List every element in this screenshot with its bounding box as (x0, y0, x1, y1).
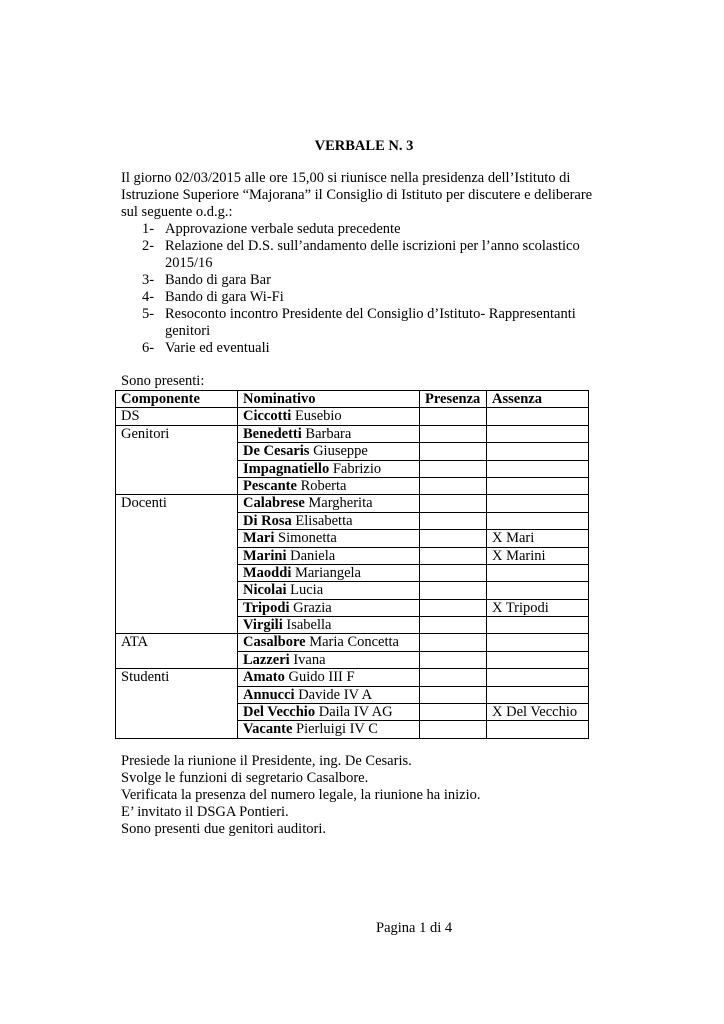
member-surname: Mari (243, 530, 275, 547)
agenda-list (121, 221, 601, 357)
cell-componente: DS (116, 408, 238, 425)
member-name: Isabella (286, 617, 332, 634)
intro-line: Istruzione Superiore “Majorana” il Consiglio di Istituto per discutere e deliberare (121, 187, 593, 203)
cell-assenza (487, 634, 589, 651)
table-row (116, 564, 589, 581)
member-surname: Lazzeri (243, 651, 290, 668)
cell-nominativo (238, 686, 420, 703)
closing-paragraph (121, 753, 481, 838)
cell-assenza: X Mari (487, 530, 589, 547)
table-row (116, 634, 589, 651)
table-row (116, 512, 589, 529)
header-assenza: Assenza (487, 391, 589, 408)
member-surname: Annucci (243, 686, 295, 703)
member-name: Grazia (293, 599, 332, 616)
cell-componente (116, 547, 238, 564)
member-surname: Maoddi (243, 564, 292, 581)
cell-presenza (420, 460, 487, 477)
member-surname: Del Vecchio (243, 704, 316, 721)
cell-componente (116, 443, 238, 460)
header-presenza: Presenza (420, 391, 487, 408)
cell-nominativo (238, 443, 420, 460)
cell-nominativo (238, 530, 420, 547)
cell-nominativo (238, 651, 420, 668)
member-name: Lucia (290, 582, 324, 599)
member-name: Guido III F (288, 669, 355, 686)
member-surname: Ciccotti (243, 408, 292, 425)
cell-assenza (487, 564, 589, 581)
cell-assenza (487, 460, 589, 477)
member-surname: Calabrese (243, 495, 305, 512)
member-name: Simonetta (278, 530, 337, 547)
cell-presenza (420, 564, 487, 581)
cell-nominativo (238, 495, 420, 512)
member-name: Daila IV AG (318, 704, 393, 721)
cell-presenza (420, 547, 487, 564)
member-name: Pierluigi IV C (296, 721, 378, 738)
agenda-item-text: Approvazione verbale seduta precedente (165, 221, 401, 237)
agenda-item-text: Relazione del D.S. sull’andamento delle iscrizioni per l’anno scolastico (165, 238, 580, 254)
agenda-item-number: 1- (142, 221, 155, 237)
member-name: Daniela (290, 547, 336, 564)
table-row (116, 477, 589, 494)
table-row (116, 599, 589, 616)
page-footer: Pagina 1 di 4 (376, 920, 453, 936)
member-surname: Marini (243, 547, 287, 564)
cell-assenza (487, 721, 589, 738)
cell-componente (116, 704, 238, 721)
agenda-item-number: 3- (142, 272, 155, 288)
cell-nominativo (238, 564, 420, 581)
document-title (0, 138, 724, 155)
table-row (116, 460, 589, 477)
member-surname: Virgili (243, 617, 283, 634)
presenti-label: Sono presenti: (121, 373, 205, 389)
title-text: VERBALE N. 3 (314, 138, 414, 154)
agenda-item-number: 4- (142, 289, 155, 305)
table-row (116, 704, 589, 721)
cell-presenza (420, 669, 487, 686)
cell-presenza (420, 530, 487, 547)
agenda-item-number: 2- (142, 238, 155, 254)
table-row (116, 495, 589, 512)
member-surname: Amato (243, 669, 285, 686)
agenda-item (121, 221, 601, 238)
cell-nominativo (238, 512, 420, 529)
cell-componente (116, 460, 238, 477)
cell-assenza: X Del Vecchio (487, 704, 589, 721)
cell-assenza (487, 408, 589, 425)
cell-nominativo (238, 547, 420, 564)
cell-assenza (487, 686, 589, 703)
cell-nominativo (238, 425, 420, 442)
cell-nominativo (238, 477, 420, 494)
table-row (116, 686, 589, 703)
cell-componente (116, 599, 238, 616)
member-surname: Di Rosa (243, 512, 292, 529)
cell-presenza (420, 686, 487, 703)
attendance-table-body (116, 408, 589, 738)
header-componente: Componente (116, 391, 238, 408)
cell-assenza (487, 425, 589, 442)
agenda-item (121, 289, 601, 306)
cell-assenza: X Marini (487, 547, 589, 564)
cell-presenza (420, 477, 487, 494)
cell-componente: Genitori (116, 425, 238, 442)
cell-presenza (420, 495, 487, 512)
cell-nominativo (238, 704, 420, 721)
cell-assenza (487, 669, 589, 686)
closing-line: Presiede la riunione il Presidente, ing. De Cesaris. (121, 753, 412, 769)
cell-presenza (420, 512, 487, 529)
cell-assenza (487, 512, 589, 529)
cell-presenza (420, 721, 487, 738)
cell-nominativo (238, 599, 420, 616)
cell-nominativo (238, 617, 420, 634)
cell-presenza (420, 704, 487, 721)
cell-componente: ATA (116, 634, 238, 651)
table-row (116, 547, 589, 564)
member-name: Maria Concetta (309, 634, 399, 651)
table-row (116, 582, 589, 599)
agenda-item-text: Bando di gara Wi-Fi (165, 289, 284, 305)
member-surname: Tripodi (243, 599, 290, 616)
table-row (116, 651, 589, 668)
agenda-item-text: genitori (165, 323, 211, 339)
member-name: Roberta (300, 477, 347, 494)
cell-nominativo (238, 582, 420, 599)
table-row (116, 425, 589, 442)
cell-nominativo (238, 634, 420, 651)
attendance-table (115, 390, 589, 739)
agenda-item-text: Resoconto incontro Presidente del Consiglio d’Istituto- Rappresentanti (165, 306, 576, 322)
cell-componente (116, 651, 238, 668)
cell-componente (116, 564, 238, 581)
closing-line: Svolge le funzioni di segretario Casalbore. (121, 770, 369, 786)
member-surname: Nicolai (243, 582, 287, 599)
cell-nominativo (238, 408, 420, 425)
member-name: Mariangela (294, 564, 361, 581)
closing-line: Sono presenti due genitori auditori. (121, 821, 326, 837)
member-surname: Impagnatiello (243, 460, 330, 477)
cell-nominativo (238, 669, 420, 686)
cell-assenza (487, 617, 589, 634)
cell-presenza (420, 443, 487, 460)
table-row (116, 443, 589, 460)
member-name: Giuseppe (313, 443, 368, 460)
cell-componente (116, 686, 238, 703)
closing-line: Verificata la presenza del numero legale, la riunione ha inizio. (121, 787, 481, 803)
cell-presenza (420, 651, 487, 668)
intro-paragraph (121, 170, 601, 221)
cell-assenza (487, 443, 589, 460)
cell-componente (116, 721, 238, 738)
member-name: Elisabetta (295, 512, 353, 529)
cell-componente (116, 582, 238, 599)
member-surname: Pescante (243, 477, 297, 494)
member-surname: Vacante (243, 721, 293, 738)
table-row (116, 617, 589, 634)
agenda-item (121, 340, 601, 357)
cell-assenza (487, 582, 589, 599)
member-name: Davide IV A (298, 686, 373, 703)
agenda-item-number: 5- (142, 306, 155, 322)
cell-componente (116, 477, 238, 494)
table-row (116, 408, 589, 425)
table-row (116, 530, 589, 547)
table-row (116, 669, 589, 686)
cell-presenza (420, 408, 487, 425)
agenda-item (121, 306, 601, 340)
cell-assenza (487, 477, 589, 494)
cell-componente (116, 530, 238, 547)
member-name: Eusebio (294, 408, 342, 425)
closing-line: E’ invitato il DSGA Pontieri. (121, 804, 289, 820)
member-surname: Benedetti (243, 425, 302, 442)
agenda-item-text: Varie ed eventuali (165, 340, 270, 356)
cell-componente: Docenti (116, 495, 238, 512)
cell-assenza (487, 651, 589, 668)
cell-nominativo (238, 460, 420, 477)
agenda-item (121, 238, 601, 272)
member-name: Fabrizio (332, 460, 382, 477)
member-surname: De Cesaris (243, 443, 310, 460)
cell-componente (116, 617, 238, 634)
intro-line: sul seguente o.d.g.: (121, 204, 233, 220)
intro-line: Il giorno 02/03/2015 alle ore 15,00 si riunisce nella presidenza dell’Istituto di (121, 170, 571, 186)
cell-presenza (420, 634, 487, 651)
cell-assenza (487, 495, 589, 512)
cell-presenza (420, 599, 487, 616)
member-surname: Casalbore (243, 634, 306, 651)
table-row (116, 721, 589, 738)
cell-presenza (420, 617, 487, 634)
cell-componente: Studenti (116, 669, 238, 686)
member-name: Margherita (308, 495, 373, 512)
cell-nominativo (238, 721, 420, 738)
member-name: Ivana (293, 651, 326, 668)
table-header-row (116, 391, 589, 408)
agenda-item-text: 2015/16 (165, 255, 213, 271)
cell-componente (116, 512, 238, 529)
agenda-item-text: Bando di gara Bar (165, 272, 271, 288)
agenda-item (121, 272, 601, 289)
member-name: Barbara (305, 425, 352, 442)
cell-presenza (420, 582, 487, 599)
agenda-item-number: 6- (142, 340, 155, 356)
cell-assenza: X Tripodi (487, 599, 589, 616)
cell-presenza (420, 425, 487, 442)
header-nominativo: Nominativo (238, 391, 420, 408)
